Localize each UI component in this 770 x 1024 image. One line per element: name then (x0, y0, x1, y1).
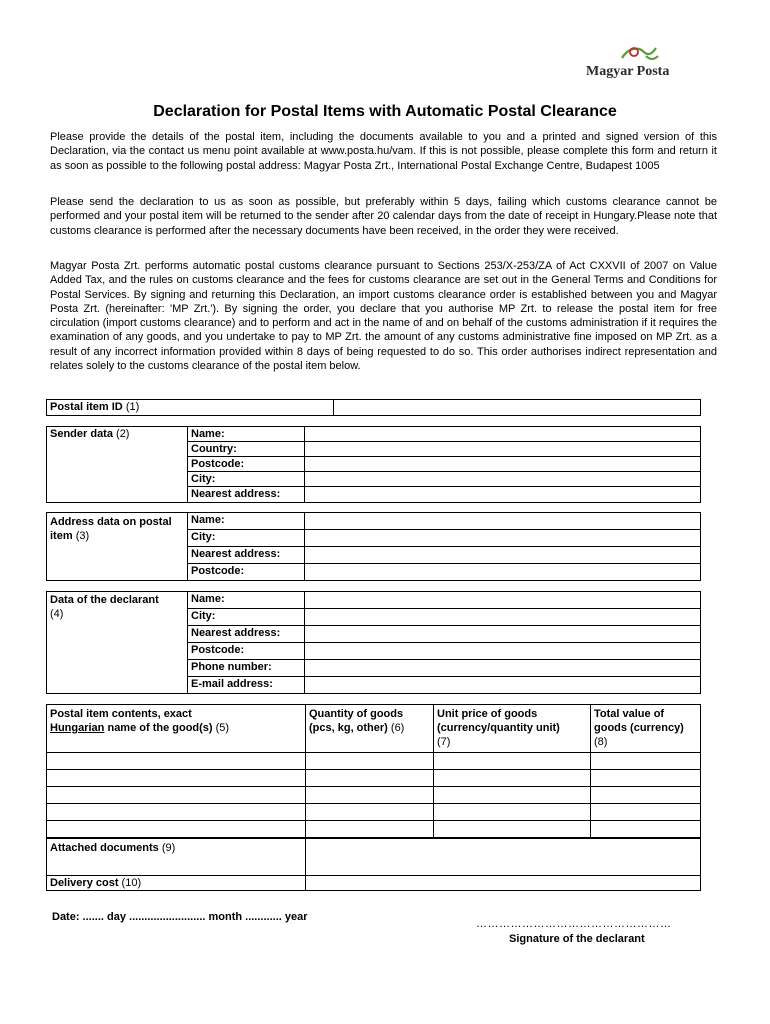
address-postcode-label: Postcode: (188, 564, 305, 581)
address-nearest-address-field[interactable] (305, 547, 701, 564)
declarant-city-label: City: (188, 609, 305, 626)
table-row (47, 770, 701, 787)
goods-quantity-cell[interactable] (306, 804, 434, 821)
address-city-label: City: (188, 530, 305, 547)
sender-country-label: Country: (188, 442, 305, 457)
sender-country-field[interactable] (305, 442, 701, 457)
sender-nearest-address-field[interactable] (305, 487, 701, 503)
sender-postcode-label: Postcode: (188, 457, 305, 472)
address-data-label: Address data on postal item (3) (47, 513, 188, 581)
date-line[interactable]: Date: ....... day ......................... month ............ year (52, 911, 308, 923)
goods-total-value-cell[interactable] (591, 787, 701, 804)
delivery-cost-label: Delivery cost (10) (47, 876, 306, 891)
goods-table (46, 704, 701, 838)
goods-quantity-cell[interactable] (306, 770, 434, 787)
postal-item-id-field[interactable] (334, 400, 701, 416)
address-city-field[interactable] (305, 530, 701, 547)
declarant-postcode-label: Postcode: (188, 643, 305, 660)
logo-text: Magyar Posta (586, 64, 670, 79)
declarant-nearest-address-field[interactable] (305, 626, 701, 643)
magyar-posta-logo (584, 44, 670, 84)
table-row (47, 787, 701, 804)
goods-quantity-cell[interactable] (306, 821, 434, 838)
declarant-data-label: Data of the declarant (4) (47, 592, 188, 694)
address-nearest-address-label: Nearest address: (188, 547, 305, 564)
address-name-label: Name: (188, 513, 305, 530)
declarant-city-field[interactable] (305, 609, 701, 626)
goods-unit-price-cell[interactable] (434, 787, 591, 804)
table-row (47, 804, 701, 821)
deadline-paragraph: Please send the declaration to us as soon as possible, but preferably within 5 days, failing which customs clearance cannot be performed and your postal item will be returned to the sender after 20 calendar days from the date of receipt in Hungary.Please note that customs clearance is performed after the necessary documents have been received, in the order they were received. (50, 196, 717, 237)
postal-item-id-label: Postal item ID (1) (47, 400, 334, 416)
sender-name-field[interactable] (305, 427, 701, 442)
goods-name-cell[interactable] (47, 787, 306, 804)
goods-name-cell[interactable] (47, 770, 306, 787)
intro-paragraph: Please provide the details of the postal item, including the documents available to you and a printed and signed version of this Declaration, via the contact us menu point available at www.posta.hu/vam. If this is not possible, please complete this form and return it as soon as possible to the following postal address: Magyar Posta Zrt., International Postal Exchange Centre, Budapest 1005 (50, 131, 717, 172)
declarant-name-label: Name: (188, 592, 305, 609)
goods-quantity-cell[interactable] (306, 753, 434, 770)
declarant-data-table (46, 591, 701, 694)
sender-data-table (46, 426, 701, 503)
goods-total-value-cell[interactable] (591, 770, 701, 787)
declarant-nearest-address-label: Nearest address: (188, 626, 305, 643)
goods-unit-price-cell[interactable] (434, 753, 591, 770)
goods-name-cell[interactable] (47, 821, 306, 838)
goods-unit-price-cell[interactable] (434, 804, 591, 821)
sender-nearest-address-label: Nearest address: (188, 487, 305, 503)
goods-unit-price-header: Unit price of goods (currency/quantity unit) (7) (434, 705, 591, 753)
attached-documents-label: Attached documents (9) (47, 839, 306, 876)
sender-postcode-field[interactable] (305, 457, 701, 472)
posthorn-logo-icon (620, 44, 660, 66)
goods-unit-price-cell[interactable] (434, 821, 591, 838)
declarant-postcode-field[interactable] (305, 643, 701, 660)
attachments-table (46, 838, 701, 891)
goods-unit-price-cell[interactable] (434, 770, 591, 787)
sender-city-field[interactable] (305, 472, 701, 487)
declarant-name-field[interactable] (305, 592, 701, 609)
legal-paragraph: Magyar Posta Zrt. performs automatic postal customs clearance pursuant to Sections 253/X-253/ZA of Act CXXVII of 2007 on Value Added Tax, and the rules on customs clearance and the fees for customs clearance are set out in the General Terms and Conditions for Postal Services. By signing and returning this Declaration, an import customs clearance order is established between you and Magyar Posta Zrt. (hereinafter: 'MP Zrt.'). By signing the order, you declare that you authorise MP Zrt. to release the postal item for free circulation (import customs clearance) and to perform and act in the name of and on behalf of the customs administration if it requires the examination of any goods, and you undertake to pay to MP Zrt. the amount of any customs administrative fine imposed on MP Zrt. as a result of any incorrect information provided within 8 days of being requested to do so. This order authorises indirect representation and relates solely to the customs clearance of the postal item below. (50, 260, 717, 373)
address-postcode-field[interactable] (305, 564, 701, 581)
signature-line[interactable]: …………………………………………… (476, 918, 672, 930)
goods-total-value-cell[interactable] (591, 821, 701, 838)
page-title: Declaration for Postal Items with Automatic Postal Clearance (153, 103, 617, 120)
address-name-field[interactable] (305, 513, 701, 530)
sender-name-label: Name: (188, 427, 305, 442)
goods-quantity-header: Quantity of goods (pcs, kg, other) (6) (306, 705, 434, 753)
postal-item-id-table (46, 399, 701, 416)
goods-name-cell[interactable] (47, 753, 306, 770)
attached-documents-field[interactable] (306, 839, 701, 876)
declarant-phone-field[interactable] (305, 660, 701, 677)
address-data-table (46, 512, 701, 581)
signature-label: Signature of the declarant (509, 933, 645, 945)
sender-city-label: City: (188, 472, 305, 487)
goods-total-value-header: Total value of goods (currency) (8) (591, 705, 701, 753)
goods-quantity-cell[interactable] (306, 787, 434, 804)
table-row (47, 753, 701, 770)
goods-total-value-cell[interactable] (591, 804, 701, 821)
goods-total-value-cell[interactable] (591, 753, 701, 770)
goods-name-cell[interactable] (47, 804, 306, 821)
goods-name-header: Postal item contents, exact Hungarian name of the good(s) (5) (47, 705, 306, 753)
declarant-email-field[interactable] (305, 677, 701, 694)
declarant-phone-label: Phone number: (188, 660, 305, 677)
declarant-email-label: E-mail address: (188, 677, 305, 694)
table-row (47, 821, 701, 838)
sender-data-label: Sender data (2) (47, 427, 188, 503)
delivery-cost-field[interactable] (306, 876, 701, 891)
